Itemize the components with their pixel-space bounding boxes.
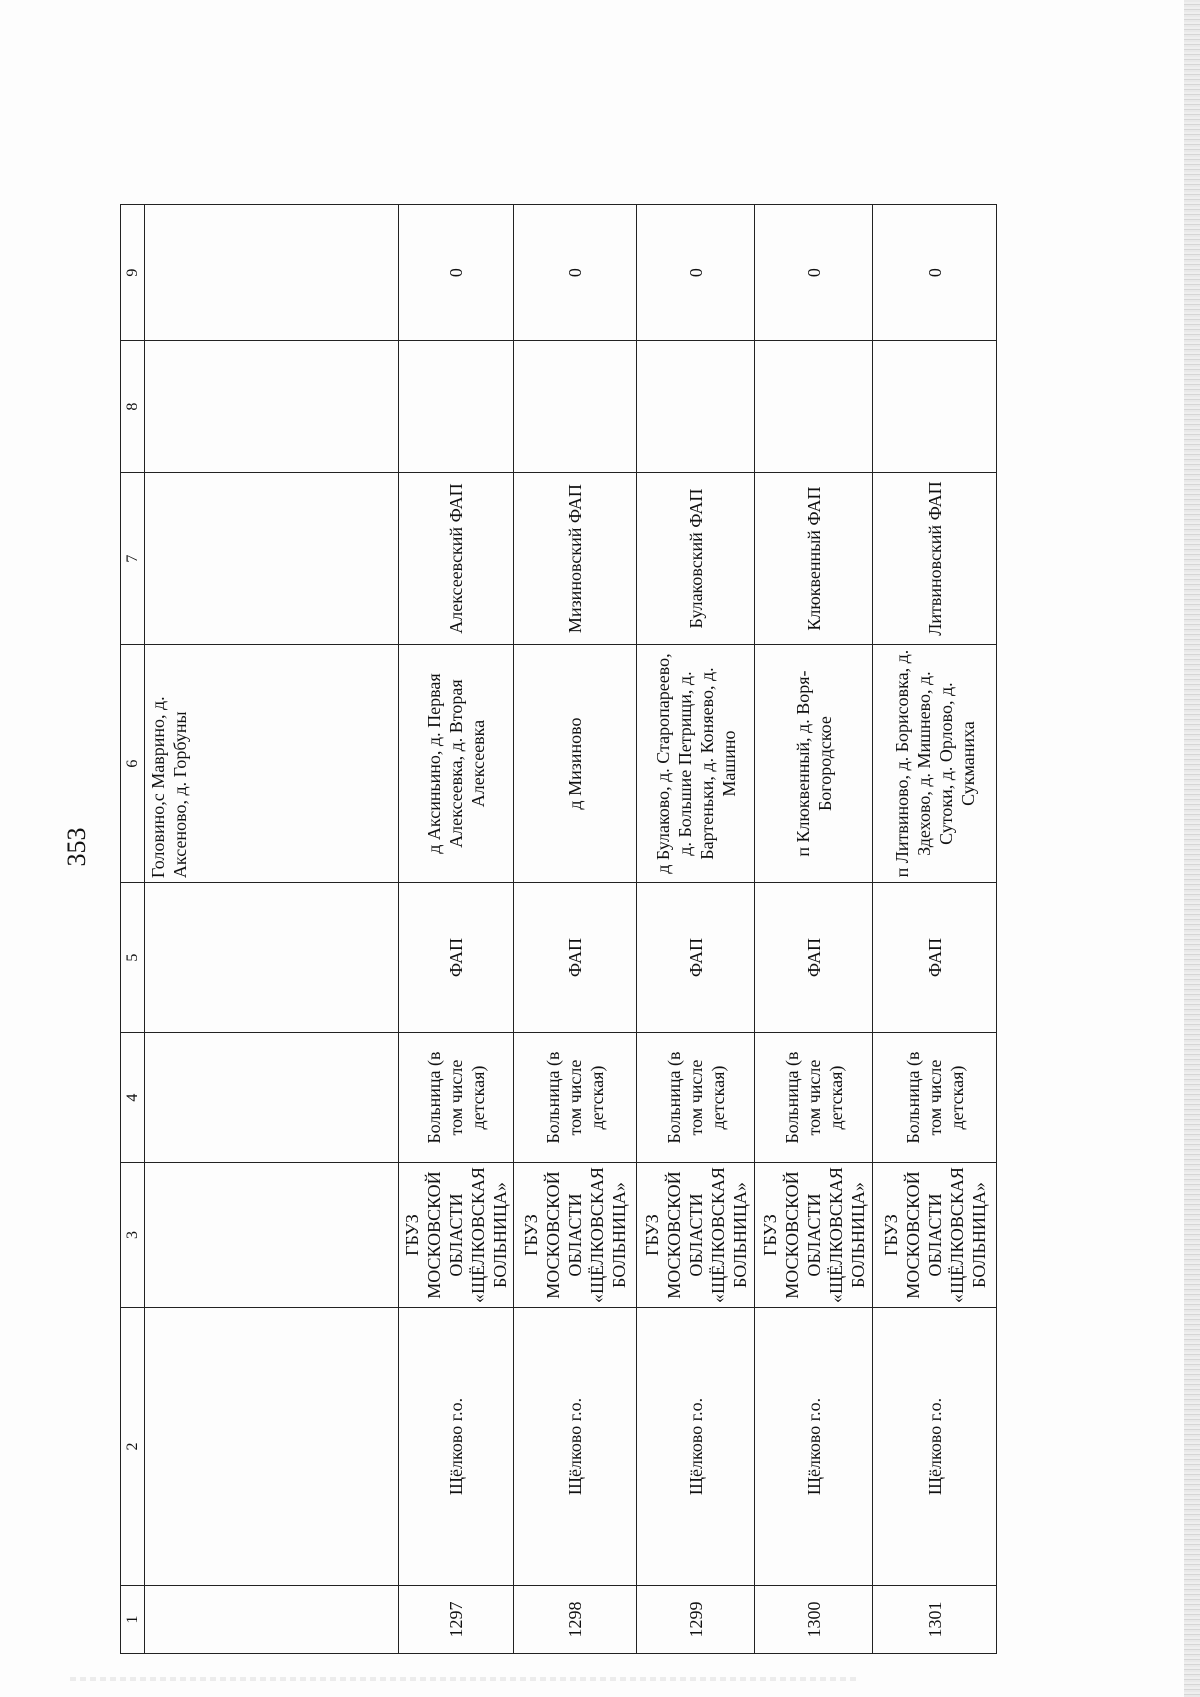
cell-unit: ФАП <box>755 883 873 1033</box>
cell-num: 1297 <box>399 1586 514 1654</box>
cell-col9: 0 <box>755 205 873 341</box>
cell-district: Щёлково г.о. <box>873 1308 997 1586</box>
header-cell: 9 <box>121 205 145 341</box>
cell-org: ГБУЗ МОСКОВСКОЙ ОБЛАСТИ «ЩЁЛКОВСКАЯ БОЛЬНИЦА» <box>399 1163 514 1308</box>
cell-type <box>145 1033 399 1163</box>
cell-name: Клюквенный ФАП <box>755 473 873 645</box>
table-row <box>755 205 873 1654</box>
table-row <box>873 205 997 1654</box>
cell-unit: ФАП <box>637 883 755 1033</box>
cell-settlements: Головино,с Маврино, д. Аксеново, д. Горбуны <box>145 645 399 883</box>
cell-settlements: д Булаково, д. Старопареево, д. Большие Петрищи, д. Бартеньки, д. Коняево, д. Машино <box>637 645 755 883</box>
cell-org: ГБУЗ МОСКОВСКОЙ ОБЛАСТИ «ЩЁЛКОВСКАЯ БОЛЬНИЦА» <box>514 1163 637 1308</box>
table-row <box>637 205 755 1654</box>
cell-type: Больница (в том числе детская) <box>637 1033 755 1163</box>
header-cell: 2 <box>121 1308 145 1586</box>
cell-col9: 0 <box>873 205 997 341</box>
header-cell: 1 <box>121 1586 145 1654</box>
cell-district: Щёлково г.о. <box>399 1308 514 1586</box>
cell-org: ГБУЗ МОСКОВСКОЙ ОБЛАСТИ «ЩЁЛКОВСКАЯ БОЛЬНИЦА» <box>755 1163 873 1308</box>
cell-name: Алексеевский ФАП <box>399 473 514 645</box>
cell-org <box>145 1163 399 1308</box>
header-cell: 5 <box>121 883 145 1033</box>
cell-num: 1301 <box>873 1586 997 1654</box>
header-cell: 7 <box>121 473 145 645</box>
cell-district <box>145 1308 399 1586</box>
cell-settlements: п Литвиново, д. Борисовка, д. Здехово, д. Мишнево, д. Сутоки, д. Орлово, д. Сукманиха <box>873 645 997 883</box>
cell-settlements: п Клюквенный, д. Воря-Богородское <box>755 645 873 883</box>
cell-type: Больница (в том числе детская) <box>755 1033 873 1163</box>
table-row <box>399 205 514 1654</box>
cell-num: 1298 <box>514 1586 637 1654</box>
cell-unit: ФАП <box>873 883 997 1033</box>
header-cell: 6 <box>121 645 145 883</box>
cell-name: Мизиновский ФАП <box>514 473 637 645</box>
cell-settlements: д Аксиньино, д. Первая Алексеевка, д. Вторая Алексеевка <box>399 645 514 883</box>
continuation-row <box>145 205 399 1654</box>
cell-unit <box>145 883 399 1033</box>
cell-district: Щёлково г.о. <box>637 1308 755 1586</box>
cell-col9: 0 <box>637 205 755 341</box>
cell-name: Булаковский ФАП <box>637 473 755 645</box>
cell-settlements: д Мизиново <box>514 645 637 883</box>
header-row <box>121 205 145 1654</box>
cell-org: ГБУЗ МОСКОВСКОЙ ОБЛАСТИ «ЩЁЛКОВСКАЯ БОЛЬНИЦА» <box>637 1163 755 1308</box>
facility-table <box>120 204 997 1654</box>
cell-col9: 0 <box>399 205 514 341</box>
header-cell: 8 <box>121 341 145 473</box>
cell-unit: ФАП <box>399 883 514 1033</box>
header-cell: 4 <box>121 1033 145 1163</box>
cell-type: Больница (в том числе детская) <box>399 1033 514 1163</box>
cell-name <box>145 473 399 645</box>
cell-num: 1300 <box>755 1586 873 1654</box>
page-number: 353 <box>62 827 91 867</box>
header-cell: 3 <box>121 1163 145 1308</box>
cell-col8 <box>755 341 873 473</box>
cell-type: Больница (в том числе детская) <box>873 1033 997 1163</box>
cell-col8 <box>145 341 399 473</box>
cell-col8 <box>873 341 997 473</box>
cell-district: Щёлково г.о. <box>755 1308 873 1586</box>
cell-district: Щёлково г.о. <box>514 1308 637 1586</box>
cell-num: 1299 <box>637 1586 755 1654</box>
cell-col9 <box>145 205 399 341</box>
cell-unit: ФАП <box>514 883 637 1033</box>
cell-org: ГБУЗ МОСКОВСКОЙ ОБЛАСТИ «ЩЁЛКОВСКАЯ БОЛЬНИЦА» <box>873 1163 997 1308</box>
table-row <box>514 205 637 1654</box>
cell-col8 <box>399 341 514 473</box>
cell-col8 <box>514 341 637 473</box>
cell-type: Больница (в том числе детская) <box>514 1033 637 1163</box>
cell-col8 <box>637 341 755 473</box>
cell-col9: 0 <box>514 205 637 341</box>
cell-name: Литвиновский ФАП <box>873 473 997 645</box>
cell-num <box>145 1586 399 1654</box>
